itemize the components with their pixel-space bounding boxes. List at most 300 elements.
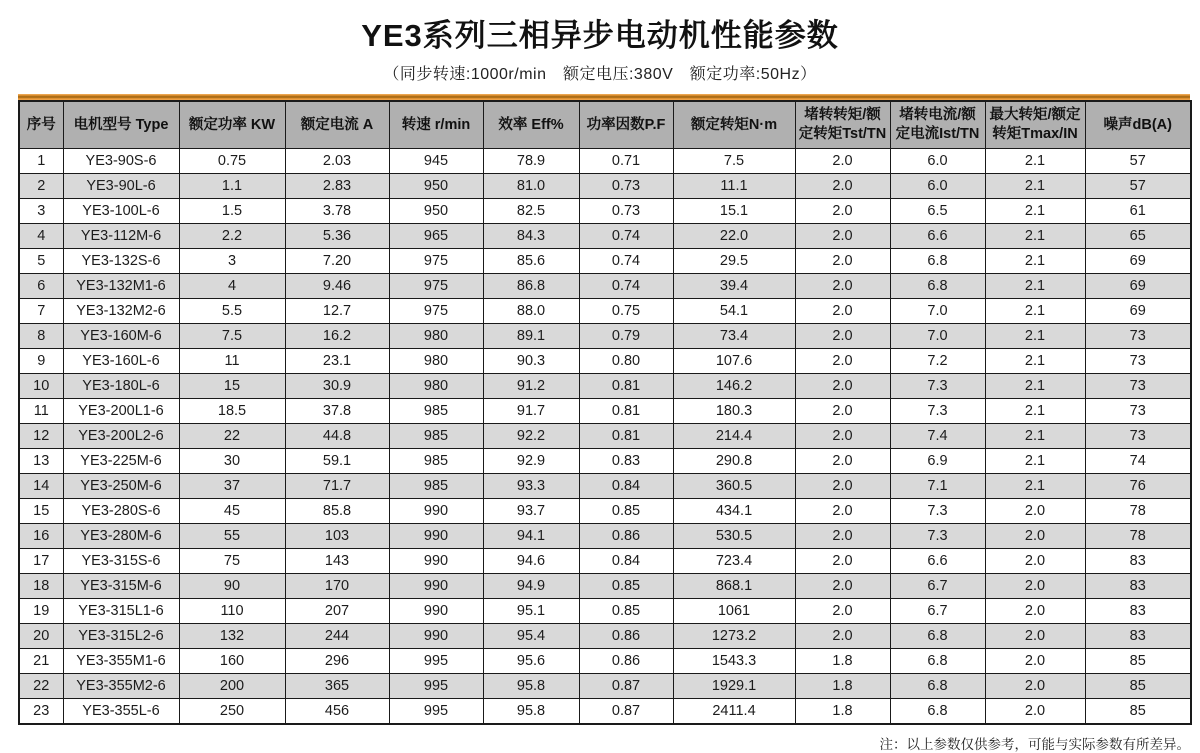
table-cell: YE3-180L-6 [63, 374, 179, 399]
table-cell: 995 [389, 649, 483, 674]
table-cell: 5.36 [285, 224, 389, 249]
table-cell: 59.1 [285, 449, 389, 474]
table-cell: 2.1 [985, 274, 1085, 299]
table-cell: 0.86 [579, 524, 673, 549]
table-cell: 1929.1 [673, 674, 795, 699]
table-row [19, 149, 1191, 174]
table-cell: 0.87 [579, 674, 673, 699]
table-cell: 14 [19, 474, 63, 499]
table-cell: 146.2 [673, 374, 795, 399]
table-cell: 85 [1085, 674, 1191, 699]
table-cell: 18 [19, 574, 63, 599]
table-cell: 76 [1085, 474, 1191, 499]
table-cell: 83 [1085, 599, 1191, 624]
table-cell: 1 [19, 149, 63, 174]
table-cell: 37 [179, 474, 285, 499]
table-cell: 207 [285, 599, 389, 624]
table-cell: 20 [19, 624, 63, 649]
table-cell: 23 [19, 699, 63, 725]
table-cell: 975 [389, 249, 483, 274]
table-cell: YE3-200L2-6 [63, 424, 179, 449]
table-cell: 2.0 [795, 299, 890, 324]
table-cell: 6.7 [890, 599, 985, 624]
table-row [19, 674, 1191, 699]
table-row [19, 449, 1191, 474]
column-header: 噪声dB(A) [1085, 101, 1191, 149]
table-cell: 2.1 [985, 449, 1085, 474]
table-cell: 88.0 [483, 299, 579, 324]
table-row [19, 224, 1191, 249]
table-cell: 95.6 [483, 649, 579, 674]
table-cell: 723.4 [673, 549, 795, 574]
table-cell: 995 [389, 699, 483, 725]
table-cell: 16.2 [285, 324, 389, 349]
table-cell: 990 [389, 549, 483, 574]
column-header: 额定电流 A [285, 101, 389, 149]
table-cell: 990 [389, 574, 483, 599]
table-cell: 86.8 [483, 274, 579, 299]
table-cell: 2.0 [795, 274, 890, 299]
table-cell: 950 [389, 174, 483, 199]
table-cell: 0.84 [579, 474, 673, 499]
table-cell: 15 [19, 499, 63, 524]
column-header: 额定功率 KW [179, 101, 285, 149]
table-cell: 214.4 [673, 424, 795, 449]
table-cell: 11 [179, 349, 285, 374]
table-cell: 2.0 [795, 599, 890, 624]
column-header: 最大转矩/额定转矩Tmax/IN [985, 101, 1085, 149]
table-cell: 4 [19, 224, 63, 249]
table-cell: 9.46 [285, 274, 389, 299]
table-row [19, 499, 1191, 524]
table-cell: 93.7 [483, 499, 579, 524]
table-cell: 975 [389, 274, 483, 299]
table-cell: 9 [19, 349, 63, 374]
table-cell: YE3-160M-6 [63, 324, 179, 349]
table-cell: 0.83 [579, 449, 673, 474]
table-cell: 95.8 [483, 674, 579, 699]
table-cell: 7.5 [673, 149, 795, 174]
column-header: 电机型号 Type [63, 101, 179, 149]
table-cell: 2.1 [985, 349, 1085, 374]
table-cell: 65 [1085, 224, 1191, 249]
table-cell: 2.1 [985, 324, 1085, 349]
table-cell: 2.0 [795, 499, 890, 524]
table-cell: 7.2 [890, 349, 985, 374]
table-cell: 0.74 [579, 274, 673, 299]
table-cell: 365 [285, 674, 389, 699]
table-cell: 12 [19, 424, 63, 449]
table-cell: 170 [285, 574, 389, 599]
table-cell: 7.3 [890, 399, 985, 424]
table-cell: 2.1 [985, 174, 1085, 199]
table-cell: 81.0 [483, 174, 579, 199]
table-cell: 57 [1085, 174, 1191, 199]
table-cell: 78.9 [483, 149, 579, 174]
table-cell: 0.85 [579, 499, 673, 524]
table-cell: 85 [1085, 649, 1191, 674]
table-cell: 3 [19, 199, 63, 224]
table-row [19, 199, 1191, 224]
table-cell: 200 [179, 674, 285, 699]
table-cell: 1543.3 [673, 649, 795, 674]
table-cell: 2.0 [795, 149, 890, 174]
table-cell: 7.4 [890, 424, 985, 449]
table-cell: 74 [1085, 449, 1191, 474]
table-cell: 85 [1085, 699, 1191, 725]
table-cell: 0.81 [579, 424, 673, 449]
table-cell: 7.1 [890, 474, 985, 499]
table-row [19, 549, 1191, 574]
table-cell: 180.3 [673, 399, 795, 424]
table-cell: 71.7 [285, 474, 389, 499]
table-cell: 980 [389, 374, 483, 399]
table-cell: 2.1 [985, 399, 1085, 424]
table-cell: 2.0 [985, 674, 1085, 699]
table-cell: 69 [1085, 299, 1191, 324]
table-cell: 2.1 [985, 149, 1085, 174]
table-cell: 90.3 [483, 349, 579, 374]
table-cell: 2.0 [795, 524, 890, 549]
table-cell: 2.0 [985, 549, 1085, 574]
table-cell: 6.8 [890, 649, 985, 674]
table-cell: 2411.4 [673, 699, 795, 725]
table-cell: 985 [389, 399, 483, 424]
table-cell: 6.5 [890, 199, 985, 224]
table-cell: 2.1 [985, 249, 1085, 274]
table-cell: 7 [19, 299, 63, 324]
table-cell: YE3-132M2-6 [63, 299, 179, 324]
table-cell: 0.71 [579, 149, 673, 174]
footnote: 注：以上参数仅供参考，可能与实际参数有所差异。 [879, 737, 1190, 752]
table-cell: 0.85 [579, 599, 673, 624]
table-cell: 0.84 [579, 549, 673, 574]
table-cell: YE3-132S-6 [63, 249, 179, 274]
table-cell: 2 [19, 174, 63, 199]
table-cell: 868.1 [673, 574, 795, 599]
table-cell: 1273.2 [673, 624, 795, 649]
table-cell: 2.0 [985, 499, 1085, 524]
table-cell: YE3-280S-6 [63, 499, 179, 524]
table-cell: 15.1 [673, 199, 795, 224]
table-row [19, 624, 1191, 649]
table-cell: YE3-100L-6 [63, 199, 179, 224]
table-cell: 95.1 [483, 599, 579, 624]
table-cell: 160 [179, 649, 285, 674]
table-cell: 30 [179, 449, 285, 474]
table-cell: 0.86 [579, 624, 673, 649]
table-cell: 13 [19, 449, 63, 474]
table-row [19, 324, 1191, 349]
table-cell: 6.8 [890, 699, 985, 725]
table-cell: 1.5 [179, 199, 285, 224]
table-cell: 11 [19, 399, 63, 424]
table-cell: 91.7 [483, 399, 579, 424]
table-cell: 244 [285, 624, 389, 649]
table-cell: 6.6 [890, 549, 985, 574]
table-cell: 11.1 [673, 174, 795, 199]
table-row [19, 249, 1191, 274]
table-cell: 39.4 [673, 274, 795, 299]
table-cell: 7.3 [890, 524, 985, 549]
table-cell: 0.79 [579, 324, 673, 349]
table-cell: 2.0 [795, 624, 890, 649]
table-cell: 2.0 [985, 649, 1085, 674]
table-cell: 985 [389, 474, 483, 499]
table-cell: 7.20 [285, 249, 389, 274]
table-cell: 2.0 [795, 474, 890, 499]
table-cell: 2.0 [985, 574, 1085, 599]
table-cell: 2.0 [795, 249, 890, 274]
table-cell: 980 [389, 324, 483, 349]
table-cell: 19 [19, 599, 63, 624]
table-cell: 22 [19, 674, 63, 699]
table-cell: 91.2 [483, 374, 579, 399]
table-cell: 23.1 [285, 349, 389, 374]
table-cell: 2.1 [985, 199, 1085, 224]
table-cell: 0.86 [579, 649, 673, 674]
table-cell: YE3-250M-6 [63, 474, 179, 499]
table-cell: 6.9 [890, 449, 985, 474]
page-title: YE3系列三相异步电动机性能参数 [361, 18, 839, 53]
table-row [19, 474, 1191, 499]
table-cell: 1.8 [795, 649, 890, 674]
table-cell: 2.0 [795, 174, 890, 199]
table-cell: 945 [389, 149, 483, 174]
table-cell: YE3-160L-6 [63, 349, 179, 374]
table-cell: 2.1 [985, 424, 1085, 449]
table-cell: 1.8 [795, 674, 890, 699]
table-cell: YE3-112M-6 [63, 224, 179, 249]
table-cell: 990 [389, 624, 483, 649]
table-cell: 530.5 [673, 524, 795, 549]
column-header: 堵转电流/额定电流Ist/TN [890, 101, 985, 149]
table-cell: 3.78 [285, 199, 389, 224]
table-cell: YE3-355M1-6 [63, 649, 179, 674]
table-cell: 2.1 [985, 299, 1085, 324]
table-cell: 84.3 [483, 224, 579, 249]
column-header: 效率 Eff% [483, 101, 579, 149]
table-cell: 143 [285, 549, 389, 574]
table-cell: 2.0 [795, 399, 890, 424]
table-header-row [19, 101, 1191, 149]
table-cell: YE3-132M1-6 [63, 274, 179, 299]
table-cell: 16 [19, 524, 63, 549]
table-row [19, 349, 1191, 374]
table-cell: 6.8 [890, 249, 985, 274]
table-cell: 2.1 [985, 374, 1085, 399]
table-cell: 1.8 [795, 699, 890, 725]
table-cell: 10 [19, 374, 63, 399]
table-cell: YE3-200L1-6 [63, 399, 179, 424]
table-cell: 3 [179, 249, 285, 274]
table-cell: 7.0 [890, 324, 985, 349]
table-row [19, 649, 1191, 674]
table-cell: 90 [179, 574, 285, 599]
table-cell: 2.0 [985, 599, 1085, 624]
table-cell: 2.0 [795, 374, 890, 399]
table-cell: 2.0 [795, 324, 890, 349]
table-cell: YE3-225M-6 [63, 449, 179, 474]
table-row [19, 574, 1191, 599]
table-cell: 2.0 [795, 424, 890, 449]
table-cell: 2.03 [285, 149, 389, 174]
table-cell: YE3-315L2-6 [63, 624, 179, 649]
table-cell: YE3-90L-6 [63, 174, 179, 199]
table-cell: 94.6 [483, 549, 579, 574]
table-cell: 250 [179, 699, 285, 725]
table-cell: 73 [1085, 374, 1191, 399]
table-cell: 92.9 [483, 449, 579, 474]
table-cell: 107.6 [673, 349, 795, 374]
table-cell: 985 [389, 449, 483, 474]
table-cell: 360.5 [673, 474, 795, 499]
table-cell: 22 [179, 424, 285, 449]
table-cell: 22.0 [673, 224, 795, 249]
table-cell: 0.74 [579, 224, 673, 249]
table-row [19, 524, 1191, 549]
table-cell: 37.8 [285, 399, 389, 424]
table-cell: 73 [1085, 349, 1191, 374]
table-cell: 7.3 [890, 374, 985, 399]
table-cell: 2.0 [795, 224, 890, 249]
table-cell: 44.8 [285, 424, 389, 449]
table-cell: 2.0 [795, 574, 890, 599]
table-cell: 17 [19, 549, 63, 574]
column-header: 额定转矩N·m [673, 101, 795, 149]
column-header: 转速 r/min [389, 101, 483, 149]
table-cell: 73 [1085, 324, 1191, 349]
table-cell: 83 [1085, 549, 1191, 574]
table-cell: 110 [179, 599, 285, 624]
table-cell: 2.0 [985, 699, 1085, 725]
table-cell: YE3-315M-6 [63, 574, 179, 599]
table-cell: 132 [179, 624, 285, 649]
table-cell: 4 [179, 274, 285, 299]
table-cell: 82.5 [483, 199, 579, 224]
table-cell: 6.8 [890, 624, 985, 649]
table-cell: 1.1 [179, 174, 285, 199]
table-cell: 29.5 [673, 249, 795, 274]
table-cell: 990 [389, 499, 483, 524]
table-cell: 2.0 [795, 199, 890, 224]
table-cell: YE3-315S-6 [63, 549, 179, 574]
table-cell: 6.7 [890, 574, 985, 599]
table-cell: 2.0 [795, 349, 890, 374]
table-row [19, 374, 1191, 399]
page-subtitle: （同步转速:1000r/min 额定电压:380V 额定功率:50Hz） [383, 66, 817, 83]
table-cell: 0.81 [579, 374, 673, 399]
table-row [19, 699, 1191, 725]
table-cell: 7.5 [179, 324, 285, 349]
table-cell: YE3-280M-6 [63, 524, 179, 549]
table-cell: 85.8 [285, 499, 389, 524]
table-cell: 5.5 [179, 299, 285, 324]
table-cell: 975 [389, 299, 483, 324]
table-row [19, 274, 1191, 299]
table-cell: 18.5 [179, 399, 285, 424]
table-cell: 95.8 [483, 699, 579, 725]
table-cell: 0.73 [579, 199, 673, 224]
table-cell: 61 [1085, 199, 1191, 224]
table-row [19, 174, 1191, 199]
table-cell: 73 [1085, 424, 1191, 449]
table-cell: 434.1 [673, 499, 795, 524]
table-cell: 0.73 [579, 174, 673, 199]
table-cell: 83 [1085, 574, 1191, 599]
table-cell: 94.9 [483, 574, 579, 599]
table-cell: 8 [19, 324, 63, 349]
table-cell: 990 [389, 599, 483, 624]
table-cell: 0.81 [579, 399, 673, 424]
table-cell: 0.80 [579, 349, 673, 374]
table-cell: 73.4 [673, 324, 795, 349]
table-cell: 103 [285, 524, 389, 549]
table-cell: 1061 [673, 599, 795, 624]
table-cell: 2.1 [985, 224, 1085, 249]
table-cell: 2.2 [179, 224, 285, 249]
table-cell: YE3-355M2-6 [63, 674, 179, 699]
table-cell: 78 [1085, 499, 1191, 524]
table-cell: 57 [1085, 149, 1191, 174]
table-cell: 85.6 [483, 249, 579, 274]
column-header: 功率因数P.F [579, 101, 673, 149]
table-cell: 0.75 [579, 299, 673, 324]
table-row [19, 399, 1191, 424]
table-cell: 456 [285, 699, 389, 725]
table-cell: 2.0 [985, 524, 1085, 549]
table-cell: 0.85 [579, 574, 673, 599]
table-cell: 2.0 [795, 449, 890, 474]
table-cell: 296 [285, 649, 389, 674]
table-cell: 69 [1085, 274, 1191, 299]
table-cell: 2.0 [985, 624, 1085, 649]
table-cell: 0.87 [579, 699, 673, 725]
column-header: 序号 [19, 101, 63, 149]
table-cell: 0.75 [179, 149, 285, 174]
column-header: 堵转转矩/额定转矩Tst/TN [795, 101, 890, 149]
table-row [19, 424, 1191, 449]
table-cell: 78 [1085, 524, 1191, 549]
table-cell: 73 [1085, 399, 1191, 424]
table-cell: 93.3 [483, 474, 579, 499]
table-cell: 15 [179, 374, 285, 399]
table-cell: 21 [19, 649, 63, 674]
table-cell: 980 [389, 349, 483, 374]
table-cell: 6.8 [890, 674, 985, 699]
table-body [19, 149, 1191, 725]
table-cell: 54.1 [673, 299, 795, 324]
table-cell: 94.1 [483, 524, 579, 549]
table-cell: 950 [389, 199, 483, 224]
table-cell: 95.4 [483, 624, 579, 649]
table-cell: 985 [389, 424, 483, 449]
table-cell: 75 [179, 549, 285, 574]
table-cell: 2.83 [285, 174, 389, 199]
table-cell: 0.74 [579, 249, 673, 274]
table-cell: 7.0 [890, 299, 985, 324]
table-cell: 12.7 [285, 299, 389, 324]
table-cell: 990 [389, 524, 483, 549]
table-cell: 995 [389, 674, 483, 699]
table-cell: 83 [1085, 624, 1191, 649]
table-cell: YE3-90S-6 [63, 149, 179, 174]
table-cell: 55 [179, 524, 285, 549]
table-cell: 89.1 [483, 324, 579, 349]
table-cell: 69 [1085, 249, 1191, 274]
parameters-table-container [18, 94, 1190, 725]
table-cell: 7.3 [890, 499, 985, 524]
